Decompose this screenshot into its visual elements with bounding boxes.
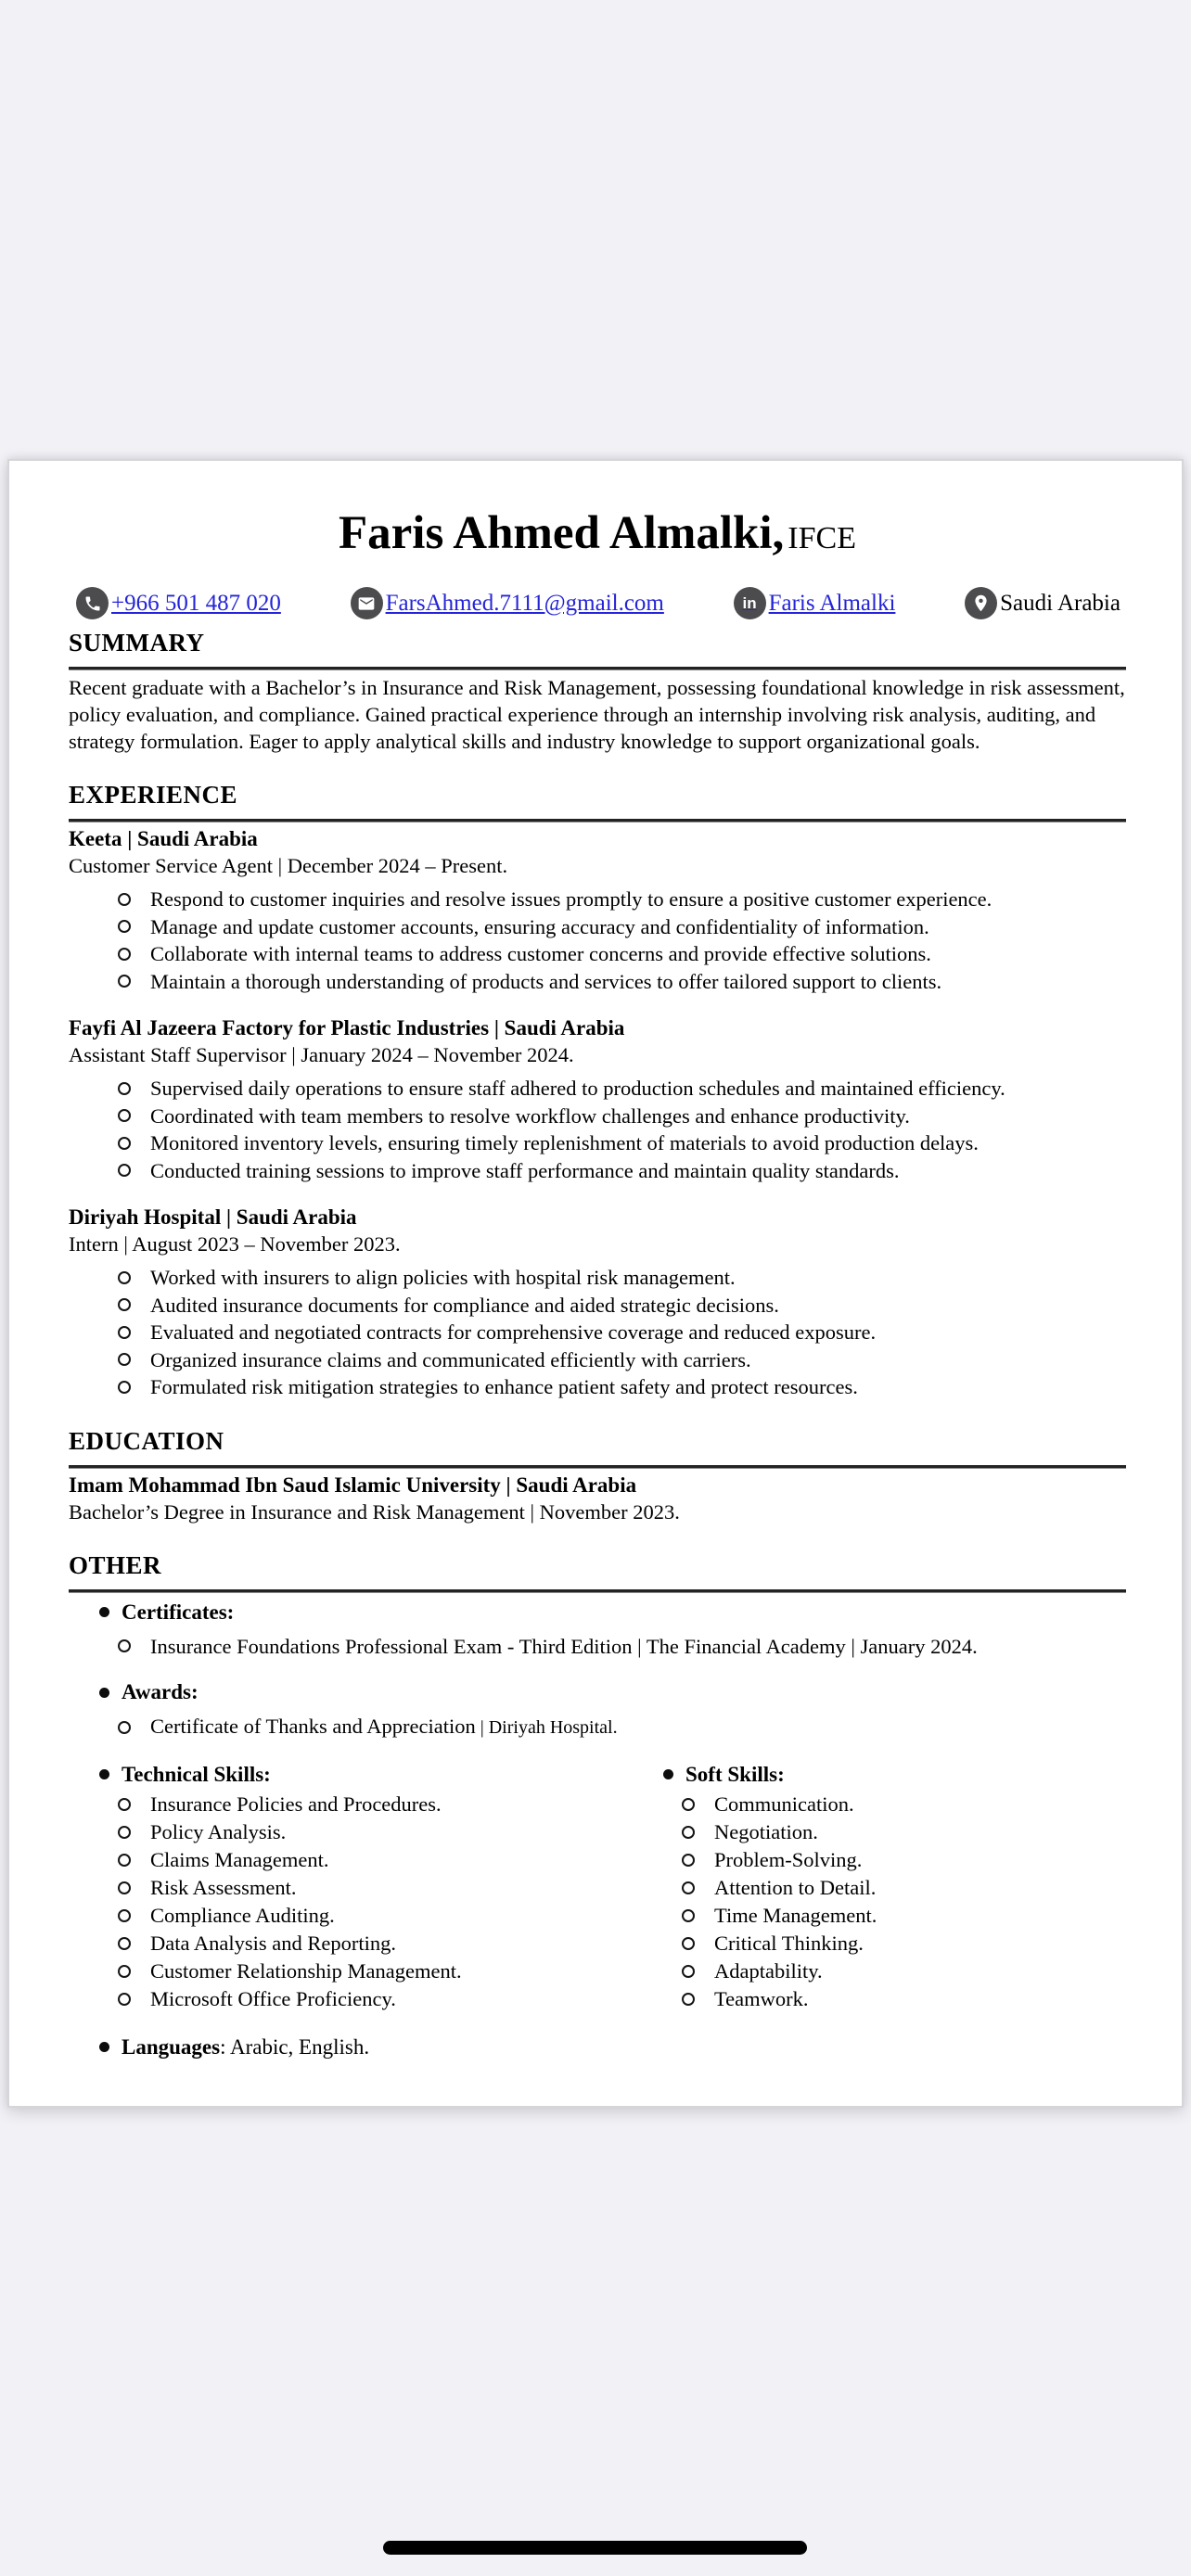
section-divider (69, 1589, 1126, 1593)
job-bullet-text: Collaborate with internal teams to address customer concerns and provide effective solutions. (150, 942, 931, 965)
section-divider (69, 819, 1126, 823)
phone-icon (76, 587, 109, 619)
certificates-group (69, 1599, 1126, 1661)
skill-text: Insurance Policies and Procedures. (150, 1792, 442, 1816)
contact-row (69, 587, 1126, 619)
circle-bullet-icon (118, 1881, 131, 1894)
circle-bullet-icon (118, 1721, 131, 1734)
job-entry (69, 1205, 1126, 1401)
circle-bullet-icon (118, 1639, 131, 1652)
skill-text: Negotiation. (714, 1819, 818, 1843)
skill-item (682, 1791, 1126, 1818)
skill-text: Attention to Detail. (714, 1875, 877, 1899)
circle-bullet-icon (118, 1826, 131, 1839)
summary-text: Recent graduate with a Bachelor’s in Insurance and Risk Management, possessing foundational knowledge in risk assessment, policy evaluation, and compliance. Gained practical experience through an internship involving risk analysis, auditing, and strategy formulation. Eager to apply analytical skills and industry knowledge to support organizational goals. (69, 676, 1125, 753)
certificate-text: Insurance Foundations Professional Exam - Third Edition | The Financial Academy | January 2024. (150, 1634, 978, 1658)
disc-bullet-icon (99, 1607, 109, 1617)
section-divider (69, 667, 1126, 670)
skill-item (118, 1930, 633, 1958)
skill-item (682, 1874, 1126, 1902)
job-bullet-text: Evaluated and negotiated contracts for comprehensive coverage and reduced exposure. (150, 1320, 877, 1344)
other-heading: OTHER (69, 1550, 162, 1579)
circle-bullet-icon (118, 1271, 131, 1284)
technical-skills-group (69, 1761, 633, 2013)
circle-bullet-icon (118, 1381, 131, 1394)
job-bullet (118, 940, 1126, 968)
certificates-label: Certificates: (122, 1600, 235, 1624)
skill-text: Microsoft Office Proficiency. (150, 1986, 396, 2010)
circle-bullet-icon (682, 1798, 695, 1811)
job-company: Fayfi Al Jazeera Factory for Plastic Industries | Saudi Arabia (69, 1016, 625, 1039)
circle-bullet-icon (682, 1881, 695, 1894)
job-title-dates: Assistant Staff Supervisor | January 2024 – November 2024. (69, 1043, 574, 1066)
skill-item (118, 1791, 633, 1818)
skill-item (682, 1846, 1126, 1874)
awards-group (69, 1678, 1126, 1742)
linkedin-icon (734, 587, 766, 619)
job-title-dates: Customer Service Agent | December 2024 – Present. (69, 854, 508, 877)
person-name: Faris Ahmed Almalki, (339, 507, 785, 559)
job-bullet (118, 1292, 1126, 1320)
skill-text: Data Analysis and Reporting. (150, 1931, 396, 1955)
disc-bullet-icon (663, 1769, 673, 1779)
resume-document-page (7, 459, 1184, 2108)
circle-bullet-icon (118, 1854, 131, 1867)
job-bullet (118, 1103, 1126, 1130)
circle-bullet-icon (118, 1298, 131, 1311)
circle-bullet-icon (118, 893, 131, 906)
job-bullet (118, 1319, 1126, 1346)
skill-item (682, 1902, 1126, 1930)
circle-bullet-icon (118, 948, 131, 961)
languages-label: Languages (122, 2034, 221, 2059)
skill-item (118, 1818, 633, 1846)
summary-heading: SUMMARY (69, 629, 205, 657)
circle-bullet-icon (118, 1993, 131, 2006)
education-school: Imam Mohammad Ibn Saud Islamic University | Saudi Arabia (69, 1473, 637, 1497)
job-company: Keeta | Saudi Arabia (69, 827, 258, 850)
circle-bullet-icon (118, 1937, 131, 1950)
disc-bullet-icon (99, 2042, 109, 2052)
circle-bullet-icon (682, 1965, 695, 1978)
technical-skills-list (69, 1791, 633, 2013)
job-bullet-text: Maintain a thorough understanding of products and services to offer tailored support to clients. (150, 969, 942, 993)
circle-bullet-icon (682, 1909, 695, 1922)
job-company: Diriyah Hospital | Saudi Arabia (69, 1205, 357, 1229)
soft-skills-label: Soft Skills: (685, 1762, 785, 1786)
languages-group (69, 2034, 1126, 2061)
awards-label: Awards: (122, 1680, 198, 1703)
job-bullet-text: Manage and update customer accounts, ensuring accuracy and confidentiality of information. (150, 914, 929, 938)
location-pin-icon (965, 587, 997, 619)
circle-bullet-icon (118, 1798, 131, 1811)
job-bullet (118, 1129, 1126, 1157)
location-item (965, 587, 1121, 619)
job-bullet-text: Coordinated with team members to resolve workflow challenges and enhance productivity. (150, 1103, 910, 1128)
skill-text: Compliance Auditing. (150, 1903, 335, 1927)
skill-text: Risk Assessment. (150, 1875, 297, 1899)
certificate-item (118, 1633, 1126, 1661)
languages-value: : Arabic, English. (220, 2034, 370, 2059)
summary-section (69, 629, 1126, 755)
experience-section (69, 781, 1126, 1401)
job-bullet-text: Monitored inventory levels, ensuring timely replenishment of materials to avoid production delays. (150, 1131, 979, 1154)
job-bullet-text: Respond to customer inquiries and resolve issues promptly to ensure a positive customer experience. (150, 887, 992, 911)
home-indicator[interactable] (383, 2541, 807, 2555)
credential-suffix: IFCE (788, 521, 856, 555)
certificates-list (69, 1633, 1126, 1661)
skill-item (118, 1846, 633, 1874)
education-entry (69, 1473, 1126, 1525)
disc-bullet-icon (99, 1688, 109, 1698)
education-heading: EDUCATION (69, 1426, 224, 1455)
circle-bullet-icon (118, 1137, 131, 1150)
phone-link[interactable] (76, 587, 281, 619)
skill-text: Communication. (714, 1792, 854, 1816)
skill-item (118, 1985, 633, 2013)
skill-item (682, 1958, 1126, 1985)
awards-label-row (69, 1678, 1126, 1706)
location-label: Saudi Arabia (1000, 590, 1121, 616)
phone-number: +966 501 487 020 (111, 590, 281, 616)
technical-skills-label: Technical Skills: (122, 1762, 271, 1786)
certificates-label-row (69, 1599, 1126, 1626)
job-bullet-list (69, 1075, 1126, 1184)
skill-text: Time Management. (714, 1903, 877, 1927)
skill-text: Policy Analysis. (150, 1819, 287, 1843)
job-bullet-text: Supervised daily operations to ensure staff adhered to production schedules and maintained efficiency. (150, 1077, 1005, 1100)
job-bullet (118, 1373, 1126, 1401)
job-bullet-text: Organized insurance claims and communicated efficiently with carriers. (150, 1347, 751, 1371)
job-bullet (118, 1157, 1126, 1185)
job-bullet-list (69, 886, 1126, 995)
circle-bullet-icon (682, 1993, 695, 2006)
skill-item (682, 1930, 1126, 1958)
experience-heading: EXPERIENCE (69, 781, 238, 809)
circle-bullet-icon (118, 1082, 131, 1095)
award-secondary-text: | Diriyah Hospital. (475, 1717, 618, 1738)
languages-row (69, 2034, 1126, 2061)
languages-text (122, 2034, 369, 2061)
circle-bullet-icon (682, 1826, 695, 1839)
soft-skills-group (633, 1761, 1126, 2013)
job-entry (69, 1015, 1126, 1184)
awards-list (69, 1713, 1126, 1742)
technical-skills-label-row (69, 1761, 633, 1789)
circle-bullet-icon (118, 1353, 131, 1366)
soft-skills-list (633, 1791, 1126, 2013)
resume-header (69, 505, 1126, 572)
email-address: FarsAhmed.7111@gmail.com (385, 590, 664, 616)
skill-text: Teamwork. (714, 1986, 809, 2010)
skill-text: Claims Management. (150, 1847, 329, 1871)
job-bullet (118, 1075, 1126, 1103)
skills-columns (69, 1761, 1126, 2013)
linkedin-label: Faris Almalki (768, 590, 896, 616)
education-degree: Bachelor’s Degree in Insurance and Risk Management | November 2023. (69, 1499, 680, 1524)
education-section (69, 1427, 1126, 1525)
circle-bullet-icon (682, 1937, 695, 1950)
disc-bullet-icon (99, 1769, 109, 1779)
circle-bullet-icon (682, 1854, 695, 1867)
circle-bullet-icon (118, 1326, 131, 1339)
circle-bullet-icon (118, 975, 131, 988)
job-bullet-text: Formulated risk mitigation strategies to enhance patient safety and protect resources. (150, 1375, 858, 1398)
circle-bullet-icon (118, 920, 131, 933)
circle-bullet-icon (118, 1164, 131, 1177)
section-divider (69, 1465, 1126, 1469)
skill-text: Problem-Solving. (714, 1847, 863, 1871)
skill-text: Customer Relationship Management. (150, 1958, 462, 1983)
award-text (150, 1713, 618, 1742)
award-main-text: Certificate of Thanks and Appreciation (150, 1715, 476, 1738)
circle-bullet-icon (118, 1965, 131, 1978)
linkedin-link[interactable] (734, 587, 896, 619)
skill-item (118, 1874, 633, 1902)
skill-item (682, 1818, 1126, 1846)
skill-item (682, 1985, 1126, 2013)
skill-item (118, 1958, 633, 1985)
mail-icon (351, 587, 383, 619)
job-bullet (118, 886, 1126, 913)
skill-text: Adaptability. (714, 1958, 823, 1983)
job-title-dates: Intern | August 2023 – November 2023. (69, 1232, 401, 1256)
award-item (118, 1713, 1126, 1742)
job-bullet (118, 1346, 1126, 1374)
skill-item (118, 1902, 633, 1930)
job-entry (69, 826, 1126, 995)
job-bullet (118, 913, 1126, 941)
job-bullet (118, 1264, 1126, 1292)
job-bullet (118, 968, 1126, 996)
circle-bullet-icon (118, 1909, 131, 1922)
soft-skills-label-row (633, 1761, 1126, 1789)
linkedin-in-glyph: in (742, 594, 757, 612)
job-bullet-text: Conducted training sessions to improve staff performance and maintain quality standards. (150, 1158, 900, 1182)
job-bullet-text: Worked with insurers to align policies with hospital risk management. (150, 1266, 736, 1289)
circle-bullet-icon (118, 1109, 131, 1122)
job-bullet-text: Audited insurance documents for compliance and aided strategic decisions. (150, 1293, 779, 1317)
skill-text: Critical Thinking. (714, 1931, 864, 1955)
email-link[interactable] (351, 587, 664, 619)
other-section (69, 1551, 1126, 2061)
job-bullet-list (69, 1264, 1126, 1401)
